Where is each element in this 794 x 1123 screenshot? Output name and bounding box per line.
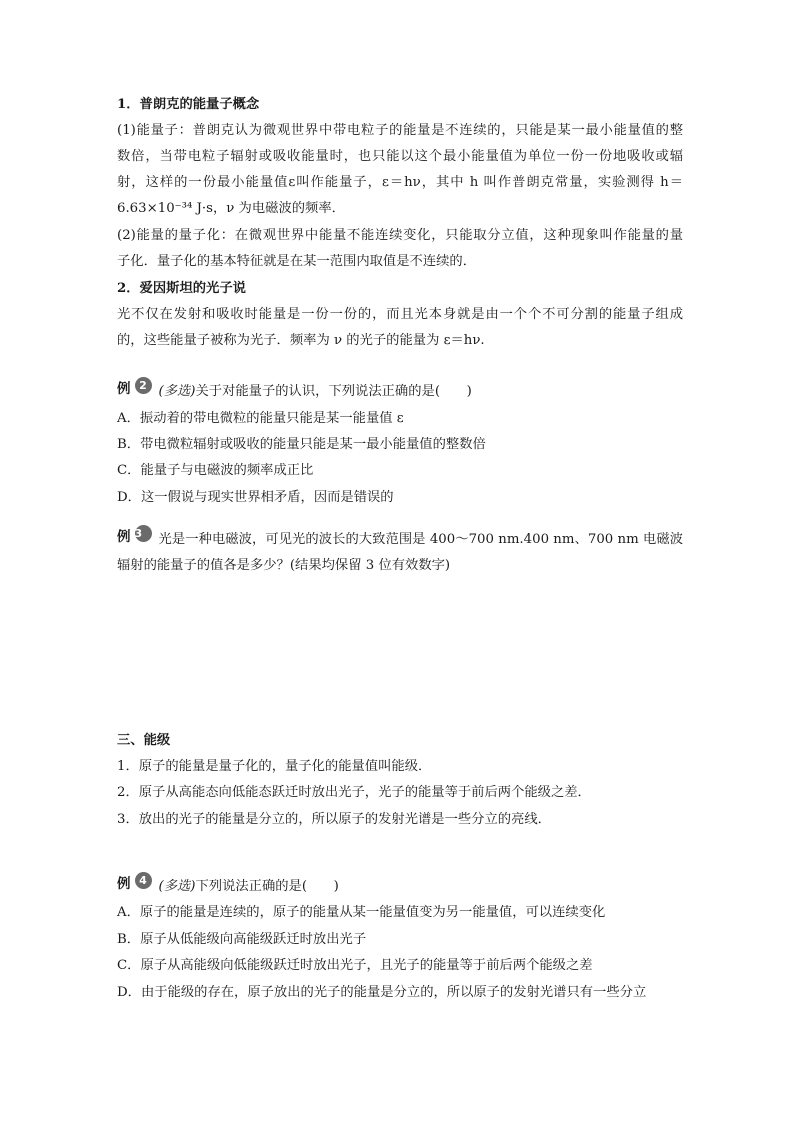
item1-title: 1．普朗克的能量子概念 (117, 97, 260, 112)
example2-option-c: C．能量子与电磁波的频率成正比 (117, 463, 314, 478)
example-label: 例 (117, 381, 131, 397)
example4-option-d: D．由于能级的存在，原子放出的光子的能量是分立的，所以原子的发射光谱只有一些分立 (117, 985, 647, 1000)
p2-line1: (2)能量的量子化：在微观世界中能量不能连续变化，只能取分立值，这种现象叫作能量的量 (117, 228, 683, 243)
example3-stem-line1 (117, 527, 683, 549)
example2-option-d: D．这一假说与现实世界相矛盾，因而是错误的 (117, 490, 394, 505)
p3-line2: 的，这些能量子被称为光子．频率为 ν 的光子的能量为 ε＝hν. (117, 333, 485, 348)
example4-option-a: A．原子的能量是连续的，原子的能量从某一能量值变为另一能量值，可以连续变化 (117, 905, 606, 920)
example-number-badge: 3 (135, 525, 152, 542)
example2-stem (117, 379, 683, 401)
example3-stem-line2: 辐射的能量子的值各是多少？(结果均保留 3 位有效数字) (117, 558, 451, 573)
example-number-badge: 4 (135, 872, 152, 889)
example4-question: 下列说法正确的是( ) (195, 879, 339, 894)
multi-select-tag: (多选) (158, 384, 196, 399)
item2-title: 2．爱因斯坦的光子说 (117, 281, 246, 296)
p1-line4: 6.63×10⁻³⁴ J·s，ν 为电磁波的频率． (117, 201, 345, 216)
p1-line1: (1)能量子：普朗克认为微观世界中带电粒子的能量是不连续的，只能是某一最小能量值的整 (117, 123, 683, 138)
example4-option-c: C．原子从高能级向低能级跃迁时放出光子，且光子的能量等于前后两个能级之差 (117, 958, 593, 973)
example-number-badge: 2 (135, 377, 152, 394)
p2-line2: 子化．量子化的基本特征就是在某一范围内取值是不连续的． (117, 254, 477, 269)
example2-question: 关于对能量子的认识，下列说法正确的是( ) (195, 384, 472, 399)
section3-item2: 2．原子从高能态向低能态跃迁时放出光子，光子的能量等于前后两个能级之差． (117, 785, 591, 800)
example3-question: 光是一种电磁波，可见光的波长的大致范围是 400～700 nm.400 nm、700 nm 电磁波 (158, 532, 683, 547)
section3-item1: 1．原子的能量是量子化的，量子化的能量值叫能级． (117, 759, 432, 774)
section3-item3: 3．放出的光子的能量是分立的，所以原子的发射光谱是一些分立的亮线． (117, 812, 551, 827)
example4-option-b: B．原子从低能级向高能级跃迁时放出光子 (117, 932, 367, 947)
example-label: 例 (117, 876, 131, 892)
example2-option-a: A．振动着的带电微粒的能量只能是某一能量值 ε (117, 411, 404, 426)
p3-line1: 光不仅在发射和吸收时能量是一份一份的，而且光本身就是由一个个不可分割的能量子组成 (117, 307, 683, 322)
p1-line3: 射，这样的一份最小能量值ε叫作能量子，ε＝hν，其中 h 叫作普朗克常量，实验测得 h＝ (117, 175, 683, 190)
multi-select-tag: (多选) (158, 879, 196, 894)
example-label: 例 (117, 529, 131, 545)
p1-line2: 数倍，当带电粒子辐射或吸收能量时，也只能以这个最小能量值为单位一份一份地吸收或辐 (117, 149, 683, 164)
example2-option-b: B．带电微粒辐射或吸收的能量只能是某一最小能量值的整数倍 (117, 437, 486, 452)
example4-stem (117, 874, 683, 896)
section3-title: 三、能级 (117, 733, 171, 748)
